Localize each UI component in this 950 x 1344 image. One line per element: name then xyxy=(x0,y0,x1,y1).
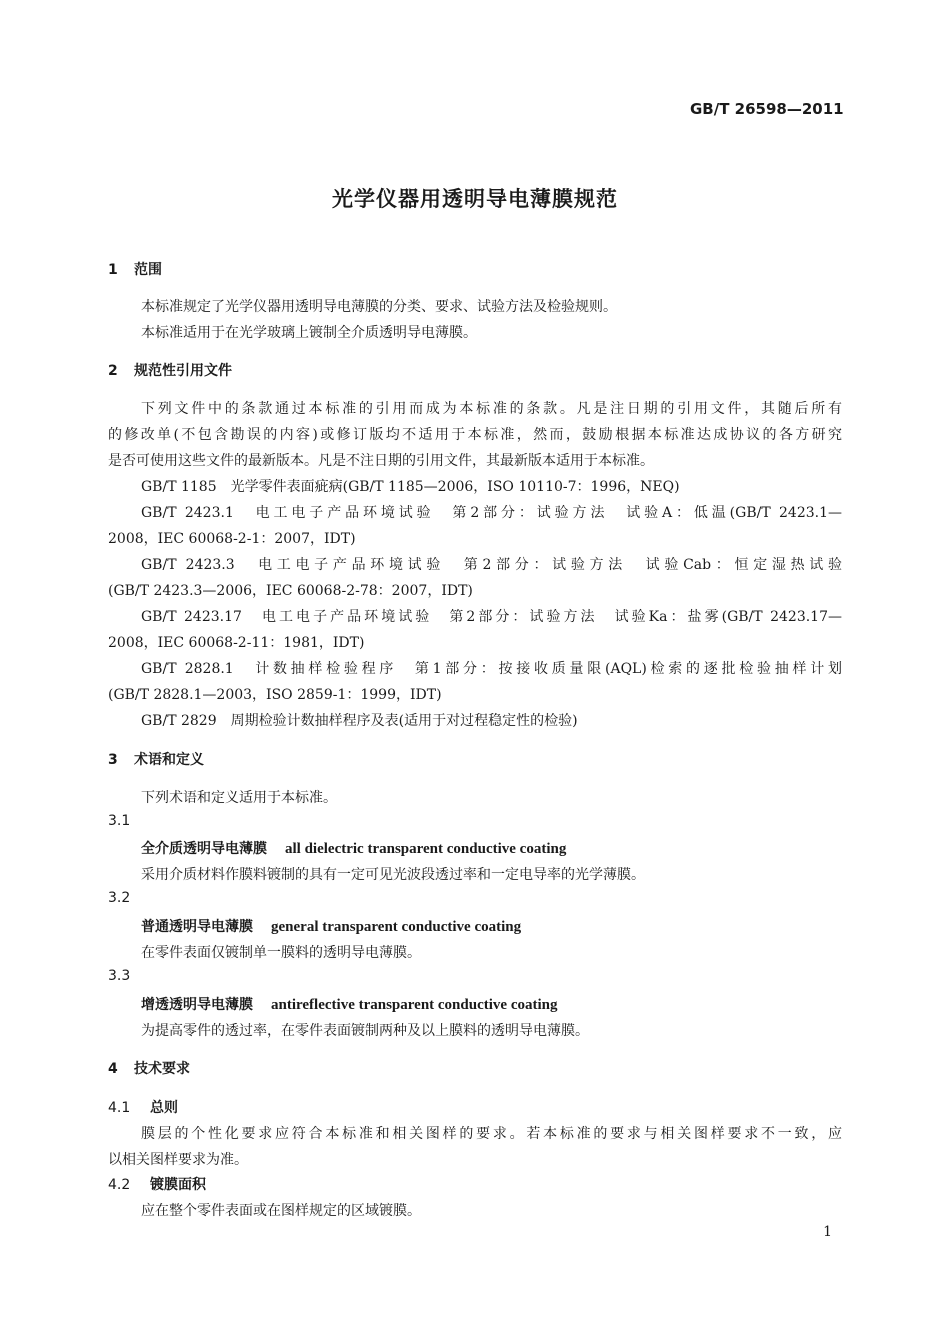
section-3-heading xyxy=(108,749,204,769)
section-3-number: 3 xyxy=(108,752,118,768)
section-2-intro-line: 下列文件中的条款通过本标准的引用而成为本标准的条款。凡是注日期的引用文件，其随后所有 xyxy=(141,401,842,417)
section-2-heading xyxy=(108,360,232,380)
term-definition: 在零件表面仅镀制单一膜料的透明导电薄膜。 xyxy=(141,945,421,961)
term-english: antireflective transparent conductive coating xyxy=(271,997,558,1013)
section-1-title: 范围 xyxy=(134,262,162,278)
term-chinese: 增透透明导电薄膜 xyxy=(141,997,253,1013)
term-english: general transparent conductive coating xyxy=(271,919,522,935)
section-4-number: 4 xyxy=(108,1061,118,1077)
term-definition: 采用介质材料作膜料镀制的具有一定可见光波段透过率和一定电导率的光学薄膜。 xyxy=(141,867,645,883)
reference-item: GB/T 2423.3 电工电子产品环境试验 第2部分：试验方法 试验Cab：恒定湿热试验 xyxy=(141,557,842,573)
subsection-number: 4.1 xyxy=(108,1100,131,1116)
subsection-4-2-text: 应在整个零件表面或在图样规定的区域镀膜。 xyxy=(141,1203,421,1219)
reference-item: GB/T 2423.1 电工电子产品环境试验 第2部分：试验方法 试验A：低温(GB/T 2423.1— xyxy=(141,505,842,521)
reference-item-continuation: 2008，IEC 60068-2-11：1981，IDT) xyxy=(108,635,365,651)
section-1-paragraph: 本标准适用于在光学玻璃上镀制全介质透明导电薄膜。 xyxy=(141,325,477,341)
reference-item: GB/T 1185 光学零件表面疵病(GB/T 1185—2006，ISO 10110-7：1996，NEQ) xyxy=(141,479,680,495)
subsection-number: 4.2 xyxy=(108,1177,131,1193)
section-2-intro-line: 的修改单(不包含勘误的内容)或修订版均不适用于本标准，然而，鼓励根据本标准达成协议的各方研究 xyxy=(108,427,842,443)
section-1-paragraph: 本标准规定了光学仪器用透明导电薄膜的分类、要求、试验方法及检验规则。 xyxy=(141,299,617,315)
subsection-title: 总则 xyxy=(150,1100,178,1116)
standard-code: GB/T 26598—2011 xyxy=(690,100,844,118)
section-2-number: 2 xyxy=(108,363,118,379)
subsection-4-1-text: 膜层的个性化要求应符合本标准和相关图样的要求。若本标准的要求与相关图样要求不一致，应 xyxy=(141,1126,842,1142)
reference-item-continuation: 2008，IEC 60068-2-1：2007，IDT) xyxy=(108,531,356,547)
term-english: all dielectric transparent conductive coating xyxy=(285,841,567,857)
subsection-4-1-text: 以相关图样要求为准。 xyxy=(108,1152,248,1168)
section-4-title: 技术要求 xyxy=(134,1061,190,1077)
term-chinese: 普通透明导电薄膜 xyxy=(141,919,253,935)
term-chinese: 全介质透明导电薄膜 xyxy=(141,841,267,857)
section-1-number: 1 xyxy=(108,262,118,278)
reference-item: GB/T 2829 周期检验计数抽样程序及表(适用于对过程稳定性的检验) xyxy=(141,713,578,729)
term-number: 3.1 xyxy=(108,813,131,829)
subsection-4-2-heading xyxy=(108,1174,206,1194)
reference-item: GB/T 2423.17 电工电子产品环境试验 第2部分：试验方法 试验Ka：盐雾(GB/T 2423.17— xyxy=(141,609,842,625)
reference-item-continuation: (GB/T 2828.1—2003，ISO 2859-1：1999，IDT) xyxy=(108,687,442,703)
section-3-intro: 下列术语和定义适用于本标准。 xyxy=(141,790,337,806)
section-3-title: 术语和定义 xyxy=(134,752,204,768)
term-definition: 为提高零件的透过率，在零件表面镀制两种及以上膜料的透明导电薄膜。 xyxy=(141,1023,589,1039)
term-number: 3.2 xyxy=(108,890,131,906)
term-heading xyxy=(141,838,566,858)
reference-item: GB/T 2828.1 计数抽样检验程序 第1部分：按接收质量限(AQL)检索的逐批检验抽样计划 xyxy=(141,661,842,677)
section-2-title: 规范性引用文件 xyxy=(134,363,232,379)
page-number: 1 xyxy=(823,1224,832,1240)
reference-item-continuation: (GB/T 2423.3—2006，IEC 60068-2-78：2007，IDT) xyxy=(108,583,473,599)
page-title: 光学仪器用透明导电薄膜规范 xyxy=(332,187,618,211)
section-1-heading xyxy=(108,259,162,279)
section-2-intro-line: 是否可使用这些文件的最新版本。凡是不注日期的引用文件，其最新版本适用于本标准。 xyxy=(108,453,654,469)
term-number: 3.3 xyxy=(108,968,131,984)
subsection-4-1-heading xyxy=(108,1097,178,1117)
term-heading xyxy=(141,916,521,936)
subsection-title: 镀膜面积 xyxy=(150,1177,206,1193)
term-heading xyxy=(141,994,557,1014)
section-4-heading xyxy=(108,1058,190,1078)
